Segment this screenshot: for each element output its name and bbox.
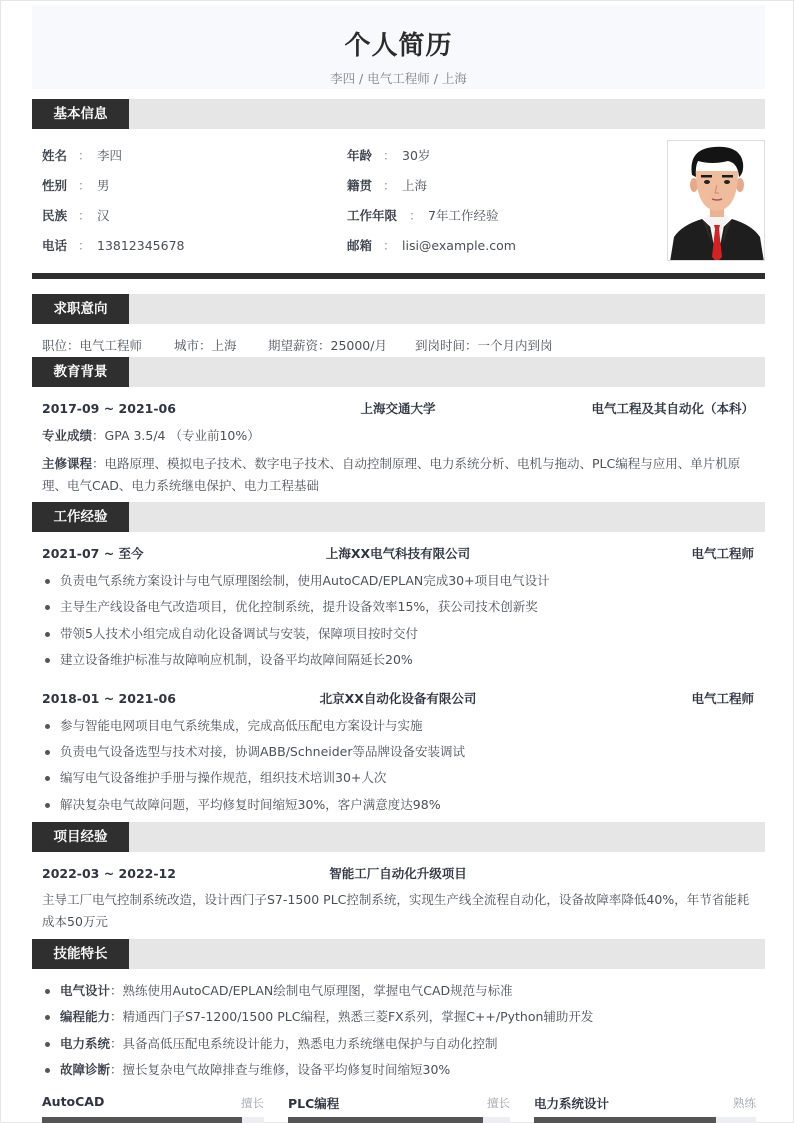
intent-position: 职位：电气工程师 bbox=[42, 338, 143, 353]
info-label: 民族 bbox=[42, 208, 68, 223]
info-label: 籍贯 bbox=[347, 178, 373, 193]
info-label: 姓名 bbox=[42, 148, 68, 163]
info-label: 年龄 bbox=[347, 148, 373, 163]
skill-bar-fill bbox=[42, 1117, 242, 1123]
project-period: 2022-03 ~ 2022-12 bbox=[42, 866, 176, 881]
intent-city: 城市：上海 bbox=[174, 338, 237, 353]
info-value: 汉 bbox=[97, 208, 110, 223]
avatar-illustration-icon bbox=[668, 141, 765, 261]
intent-salary: 期望薪资：25000/月 bbox=[268, 338, 387, 353]
education-gpa: 专业成绩：GPA 3.5/4 （专业前10%） bbox=[42, 428, 260, 443]
section-header-project bbox=[32, 822, 765, 852]
info-value: 男 bbox=[97, 178, 110, 193]
skill-bar-fill bbox=[288, 1117, 483, 1123]
education-courses: 主修课程：电路原理、模拟电子技术、数字电子技术、自动控制原理、电力系统分析、电机与拖动、PLC编程与应用、单片机原理、电气CAD、电力系统继电保护、电力工程基础 bbox=[42, 456, 741, 493]
work-role: 电气工程师 bbox=[691, 691, 754, 706]
page-title: 个人简历 bbox=[344, 31, 453, 61]
work-bullet: 编写电气设备维护手册与操作规范，组织技术培训30+人次 bbox=[42, 769, 386, 787]
skill-item: 电力系统：具备高低压配电系统设计能力，熟悉电力系统继电保护与自动化控制 bbox=[42, 1035, 498, 1053]
skill-item: 故障诊断：擅长复杂电气故障排查与维修，设备平均修复时间缩短30% bbox=[42, 1061, 450, 1079]
project-name: 智能工厂自动化升级项目 bbox=[329, 866, 467, 881]
work-bullet: 参与智能电网项目电气系统集成，完成高低压配电方案设计与实施 bbox=[42, 717, 423, 735]
info-value: 李四 bbox=[97, 148, 123, 163]
work-period: 2021-07 ~ 至今 bbox=[42, 546, 144, 561]
education-header-row bbox=[42, 400, 754, 418]
section-tag: 求职意向 bbox=[32, 294, 129, 324]
skill-bar-name: AutoCAD bbox=[42, 1094, 105, 1109]
skill-bar-power bbox=[534, 1094, 756, 1123]
divider-bar bbox=[32, 273, 765, 279]
work-role: 电气工程师 bbox=[691, 546, 754, 561]
section-header-intent bbox=[32, 294, 765, 324]
project-description: 主导工厂电气控制系统改造，设计西门子S7-1500 PLC控制系统，实现生产线全流程自动化，设备故障率降低40%，年节省能耗成本50万元 bbox=[42, 892, 750, 929]
education-major: 电气工程及其自动化（本科） bbox=[591, 401, 754, 416]
work-bullet: 带领5人技术小组完成自动化设备调试与安装，保障项目按时交付 bbox=[42, 625, 418, 643]
section-tag: 工作经验 bbox=[32, 502, 129, 532]
work-bullet: 建立设备维护标准与故障响应机制，设备平均故障间隔延长20% bbox=[42, 651, 413, 669]
section-tag: 教育背景 bbox=[32, 357, 129, 387]
work-header-row bbox=[42, 545, 754, 563]
work-company: 上海XX电气科技有限公司 bbox=[325, 546, 471, 561]
work-bullet: 负责电气设备选型与技术对接，协调ABB/Schneider等品牌设备安装调试 bbox=[42, 743, 465, 761]
info-label: 工作年限 bbox=[347, 208, 398, 223]
work-bullet: 主导生产线设备电气改造项目，优化控制系统，提升设备效率15%，获公司技术创新奖 bbox=[42, 598, 538, 616]
info-value[interactable]: 13812345678 bbox=[97, 238, 185, 253]
work-period: 2018-01 ~ 2021-06 bbox=[42, 691, 176, 706]
skill-bar-track bbox=[42, 1117, 264, 1123]
resume-page: 个人简历 李四 / 电气工程师 / 上海 基本信息 姓名 ： 李四 性别 ： 男 民族 ： 汉 电话 ： 13812345678 年龄 ： 30岁 籍贯 ： 上海 工作年限 ： 7年工作经验 邮箱 ： lisi@example.com 求职意向 职位：电气工程师 城市：上海 期望薪资：25000/月 到岗时间：一个月内到岗 教育背景 2017-09 ~ 2021-06 上海交通大学 电气工程及其自动化（本科） 专业成绩：GPA 3.5/4 （专业前10%） 主修课程：电路原理、模拟电子技术、数字电子技术、自动控制原理、电力系统分析、电机与拖动、PLC编程与应用、单片机原理、电气CAD、电力系统继电保护、电力工程基础 工作经验 2021-07 ~ 至今 上海XX电气科技有限公司 电气工程师 负责电气系统方案设计与电气原理图绘制，使用AutoCAD/EPLAN完成30+项目电气设计 主导生产线设备电气改造项目，优化控制系统，提升设备效率15%，获公司技术创新奖 带领5人技术小组完成自动化设备调试与安装，保障项目按时交付 建立设备维护标准与故障响应机制，设备平均故障间隔延长20% 2018-01 ~ 2021-06 北京XX自动化设备有限公司 电气工程师 参与智能电网项目电气系统集成，完成高低压配电方案设计与实施 负责电气设备选型与技术对接，协调ABB/Schneider等品牌设备安装调试 编写电气设备维护手册与操作规范，组织技术培训30+人次 解决复杂电气故障问题，平均修复时间缩短30%，客户满意度达98% 项目经验 2022-03 ~ 2022-12 智能工厂自动化升级项目 主导工厂电气控制系统改造，设计西门子S7-1500 PLC控制系统，实现生产线全流程自动化，设备故障率降低40%，年节省能耗成本50万元 技能特长 电气设计：熟练使用AutoCAD/EPLAN绘制电气原理图，掌握电气CAD规范与标准 编程能力：精通西门子S7-1200/1500 PLC编程，熟悉三菱FX系列，掌握C++/Python辅助开发 电力系统：具备高低压配电系统设计能力，熟悉电力系统继电保护与自动化控制 故障诊断：擅长复杂电气故障排查与维修，设备平均修复时间缩短30% AutoCAD 擅长 PLC编程 擅长 电力系统设计 熟练 bbox=[0, 0, 794, 1123]
info-value: 30岁 bbox=[402, 148, 431, 163]
page-subtitle: 李四 / 电气工程师 / 上海 bbox=[330, 71, 467, 86]
section-header-basic bbox=[32, 99, 765, 129]
section-header-work bbox=[32, 502, 765, 532]
skill-bar-level: 擅长 bbox=[487, 1096, 510, 1110]
skill-bar-autocad bbox=[42, 1094, 264, 1123]
work-bullet: 负责电气系统方案设计与电气原理图绘制，使用AutoCAD/EPLAN完成30+项目电气设计 bbox=[42, 572, 550, 590]
skill-bar-level: 熟练 bbox=[733, 1096, 756, 1110]
education-school: 上海交通大学 bbox=[360, 401, 436, 416]
info-value: 7年工作经验 bbox=[428, 208, 499, 223]
info-label: 邮箱 bbox=[347, 238, 373, 253]
info-label: 性别 bbox=[42, 178, 68, 193]
skill-bar-name: 电力系统设计 bbox=[534, 1096, 610, 1111]
skill-bar-level: 擅长 bbox=[241, 1096, 264, 1110]
section-tag: 项目经验 bbox=[32, 822, 129, 852]
section-tag: 技能特长 bbox=[32, 939, 129, 969]
avatar-photo bbox=[667, 140, 765, 261]
info-label: 电话 bbox=[42, 238, 68, 253]
section-header-skills bbox=[32, 939, 765, 969]
skill-bar-fill bbox=[534, 1117, 716, 1123]
work-header-row bbox=[42, 690, 754, 708]
skill-bar-track bbox=[534, 1117, 756, 1123]
section-tag: 基本信息 bbox=[32, 99, 129, 129]
skill-bar-plc bbox=[288, 1094, 510, 1123]
project-header-row bbox=[42, 865, 754, 883]
info-value[interactable]: lisi@example.com bbox=[402, 238, 516, 253]
intent-arrival: 到岗时间：一个月内到岗 bbox=[415, 338, 553, 353]
work-company: 北京XX自动化设备有限公司 bbox=[319, 691, 477, 706]
skill-bar-name: PLC编程 bbox=[288, 1096, 340, 1111]
section-header-education bbox=[32, 357, 765, 387]
info-value: 上海 bbox=[402, 178, 428, 193]
work-bullet: 解决复杂电气故障问题，平均修复时间缩短30%，客户满意度达98% bbox=[42, 796, 441, 814]
education-period: 2017-09 ~ 2021-06 bbox=[42, 401, 176, 416]
resume-header bbox=[32, 5, 765, 89]
skill-item: 电气设计：熟练使用AutoCAD/EPLAN绘制电气原理图，掌握电气CAD规范与标准 bbox=[42, 982, 513, 1000]
skill-item: 编程能力：精通西门子S7-1200/1500 PLC编程，熟悉三菱FX系列，掌握C++/Python辅助开发 bbox=[42, 1008, 593, 1026]
skill-bar-track bbox=[288, 1117, 510, 1123]
